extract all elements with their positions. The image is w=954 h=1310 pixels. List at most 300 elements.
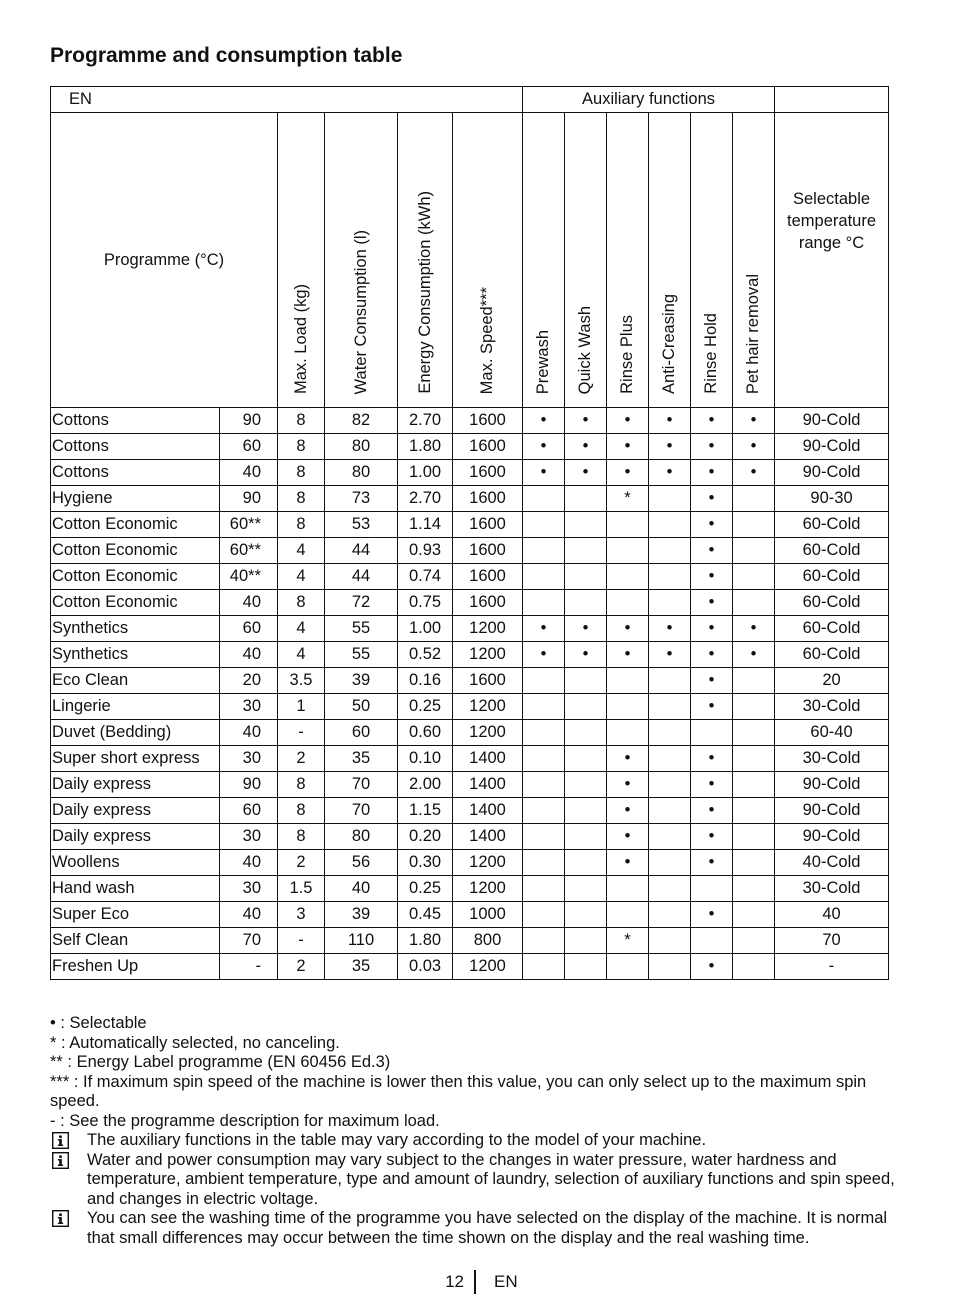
aux-quick-wash-header [565, 113, 607, 408]
aux-function-cell [607, 876, 649, 902]
water-value: 80 [325, 460, 398, 486]
energy-value: 0.93 [398, 538, 453, 564]
programme-name: Daily express [51, 798, 220, 824]
speed-value: 1600 [453, 668, 523, 694]
energy-label: Energy Consumption (kWh) [415, 191, 434, 394]
water-value: 40 [325, 876, 398, 902]
aux-function-cell: • [691, 616, 733, 642]
programme-table [50, 86, 889, 980]
temperature-range-label: Selectable temperature range °C [787, 190, 877, 252]
energy-value: 1.80 [398, 434, 453, 460]
aux-function-cell [733, 876, 775, 902]
aux-function-cell [565, 564, 607, 590]
aux-function-cell [607, 954, 649, 980]
footer-language: EN [494, 1272, 518, 1291]
programme-name: Eco Clean [51, 668, 220, 694]
programme-temperature: 70 [220, 928, 278, 954]
aux-function-cell: • [691, 590, 733, 616]
max-load-value: 4 [278, 616, 325, 642]
aux-function-cell: • [691, 850, 733, 876]
aux-function-cell [607, 564, 649, 590]
aux-anti-creasing-header [649, 113, 691, 408]
energy-value: 1.14 [398, 512, 453, 538]
water-label: Water Consumption (l) [351, 229, 370, 394]
temperature-range-value: 20 [775, 668, 889, 694]
aux-function-cell: • [691, 538, 733, 564]
aux-function-cell: • [523, 642, 565, 668]
energy-value: 0.45 [398, 902, 453, 928]
programme-temperature: - [220, 954, 278, 980]
max-load-value: 2 [278, 746, 325, 772]
programme-name: Daily express [51, 772, 220, 798]
info-icon [52, 1210, 69, 1227]
aux-function-cell: * [607, 486, 649, 512]
max-load-label: Max. Load (kg) [291, 283, 310, 394]
speed-label: Max. Speed*** [478, 286, 497, 394]
aux-function-cell [649, 538, 691, 564]
aux-function-cell: • [691, 486, 733, 512]
energy-value: 0.25 [398, 694, 453, 720]
temperature-range-value: 70 [775, 928, 889, 954]
programme-name: Cottons [51, 408, 220, 434]
water-value: 80 [325, 434, 398, 460]
temperature-range-value: 40 [775, 902, 889, 928]
auxiliary-functions-header: Auxiliary functions [523, 87, 775, 113]
table-row [51, 954, 889, 980]
legend-dash: - : See the programme description for maximum load. [50, 1111, 440, 1130]
temperature-range-value: 90-Cold [775, 460, 889, 486]
max-load-value: 4 [278, 564, 325, 590]
programme-name: Hygiene [51, 486, 220, 512]
aux-function-cell [733, 928, 775, 954]
aux-function-cell [565, 954, 607, 980]
table-row [51, 642, 889, 668]
aux-function-cell [607, 512, 649, 538]
aux-function-cell [733, 564, 775, 590]
speed-value: 1600 [453, 512, 523, 538]
page-number: 12 [445, 1272, 464, 1291]
table-row [51, 720, 889, 746]
aux-function-cell [523, 746, 565, 772]
water-value: 70 [325, 772, 398, 798]
max-load-value: 4 [278, 642, 325, 668]
aux-function-cell [733, 746, 775, 772]
speed-value: 1200 [453, 876, 523, 902]
programme-temperature: 90 [220, 408, 278, 434]
programme-temperature: 40 [220, 902, 278, 928]
aux-function-cell [649, 564, 691, 590]
programme-temperature: 90 [220, 772, 278, 798]
temperature-range-value: 90-Cold [775, 434, 889, 460]
aux-function-cell: • [691, 434, 733, 460]
aux-function-cell: • [691, 954, 733, 980]
aux-function-cell [523, 850, 565, 876]
aux-function-cell [733, 486, 775, 512]
aux-function-cell [691, 928, 733, 954]
speed-value: 1600 [453, 564, 523, 590]
aux-function-cell: • [565, 408, 607, 434]
aux-function-cell [733, 902, 775, 928]
max-load-header [278, 113, 325, 408]
aux-rinse-hold-header [691, 113, 733, 408]
max-load-value: 2 [278, 954, 325, 980]
table-row [51, 746, 889, 772]
table-row [51, 590, 889, 616]
aux-function-cell [607, 902, 649, 928]
aux-function-cell: • [607, 772, 649, 798]
aux-function-cell [523, 720, 565, 746]
aux-function-cell: • [691, 642, 733, 668]
max-load-value: 8 [278, 824, 325, 850]
energy-header [398, 113, 453, 408]
aux-function-cell [565, 720, 607, 746]
temperature-range-value: 60-Cold [775, 564, 889, 590]
table-row [51, 616, 889, 642]
programme-name: Synthetics [51, 642, 220, 668]
aux-rinse-hold-label: Rinse Hold [702, 313, 721, 394]
temperature-range-value: 90-Cold [775, 408, 889, 434]
max-load-value: 8 [278, 486, 325, 512]
aux-function-cell [733, 590, 775, 616]
aux-function-cell [649, 902, 691, 928]
aux-function-cell [607, 668, 649, 694]
speed-value: 1200 [453, 642, 523, 668]
aux-function-cell: • [523, 434, 565, 460]
aux-function-cell [607, 694, 649, 720]
aux-function-cell: • [607, 746, 649, 772]
aux-function-cell [565, 928, 607, 954]
programme-temperature: 40 [220, 642, 278, 668]
aux-function-cell: • [691, 512, 733, 538]
water-value: 44 [325, 538, 398, 564]
max-load-value: 4 [278, 538, 325, 564]
aux-function-cell [649, 668, 691, 694]
aux-function-cell [565, 486, 607, 512]
aux-function-cell: • [565, 434, 607, 460]
legend-selectable: • : Selectable [50, 1014, 147, 1032]
aux-function-cell: • [691, 798, 733, 824]
page-title: Programme and consumption table [50, 44, 403, 67]
programme-temperature: 40** [220, 564, 278, 590]
temperature-range-value: 60-40 [775, 720, 889, 746]
energy-value: 0.60 [398, 720, 453, 746]
aux-function-cell [733, 668, 775, 694]
aux-function-cell: • [691, 694, 733, 720]
programme-temperature: 40 [220, 590, 278, 616]
table-row [51, 694, 889, 720]
aux-function-cell [649, 512, 691, 538]
energy-value: 0.30 [398, 850, 453, 876]
aux-prewash-label: Prewash [534, 329, 553, 394]
water-value: 110 [325, 928, 398, 954]
energy-value: 0.52 [398, 642, 453, 668]
water-value: 44 [325, 564, 398, 590]
table-row [51, 512, 889, 538]
programme-name: Duvet (Bedding) [51, 720, 220, 746]
table-column-header-row [51, 113, 889, 408]
aux-function-cell [523, 876, 565, 902]
aux-function-cell: • [607, 434, 649, 460]
programme-temperature: 60 [220, 434, 278, 460]
programme-temperature: 30 [220, 694, 278, 720]
energy-value: 0.75 [398, 590, 453, 616]
max-load-value: 8 [278, 460, 325, 486]
note-consumption [50, 1151, 910, 1210]
speed-value: 1400 [453, 772, 523, 798]
table-row [51, 772, 889, 798]
programme-temperature: 40 [220, 850, 278, 876]
aux-function-cell [649, 954, 691, 980]
aux-function-cell: • [607, 460, 649, 486]
programme-name: Cotton Economic [51, 512, 220, 538]
max-load-value: 2 [278, 850, 325, 876]
temperature-range-value: 40-Cold [775, 850, 889, 876]
footer-divider [474, 1270, 476, 1294]
aux-function-cell: • [649, 616, 691, 642]
aux-function-cell [565, 590, 607, 616]
temperature-range-value: 30-Cold [775, 876, 889, 902]
aux-function-cell: • [607, 824, 649, 850]
aux-function-cell [649, 746, 691, 772]
programme-name: Lingerie [51, 694, 220, 720]
speed-value: 1400 [453, 746, 523, 772]
programme-name: Freshen Up [51, 954, 220, 980]
water-value: 60 [325, 720, 398, 746]
speed-value: 1600 [453, 434, 523, 460]
aux-function-cell [523, 954, 565, 980]
aux-function-cell [649, 486, 691, 512]
water-value: 55 [325, 616, 398, 642]
info-icon [52, 1152, 69, 1169]
max-load-value: - [278, 720, 325, 746]
aux-function-cell: • [607, 850, 649, 876]
programme-temperature: 60** [220, 538, 278, 564]
water-value: 39 [325, 668, 398, 694]
aux-function-cell [523, 668, 565, 694]
aux-function-cell: • [691, 772, 733, 798]
energy-value: 2.70 [398, 408, 453, 434]
aux-function-cell: • [733, 642, 775, 668]
water-value: 53 [325, 512, 398, 538]
aux-function-cell [649, 798, 691, 824]
aux-function-cell: • [691, 902, 733, 928]
speed-value: 1200 [453, 850, 523, 876]
aux-function-cell [523, 772, 565, 798]
legend-auto: * : Automatically selected, no canceling. [50, 1033, 340, 1052]
table-row [51, 876, 889, 902]
aux-quick-wash-label: Quick Wash [576, 305, 595, 394]
aux-function-cell: • [691, 564, 733, 590]
aux-function-cell: • [649, 460, 691, 486]
programme-name: Cottons [51, 460, 220, 486]
aux-function-cell: • [691, 460, 733, 486]
temperature-range-value: 90-Cold [775, 824, 889, 850]
table-row [51, 850, 889, 876]
aux-function-cell [733, 720, 775, 746]
aux-rinse-plus-label: Rinse Plus [618, 315, 637, 394]
aux-function-cell [649, 720, 691, 746]
aux-function-cell: • [733, 460, 775, 486]
speed-value: 1600 [453, 460, 523, 486]
max-load-value: 3 [278, 902, 325, 928]
energy-value: 2.00 [398, 772, 453, 798]
max-load-value: 8 [278, 772, 325, 798]
aux-function-cell [691, 720, 733, 746]
programme-name: Synthetics [51, 616, 220, 642]
aux-function-cell [523, 564, 565, 590]
water-value: 80 [325, 824, 398, 850]
temperature-range-value: 30-Cold [775, 694, 889, 720]
aux-function-cell [523, 538, 565, 564]
aux-function-cell: * [607, 928, 649, 954]
aux-function-cell [565, 772, 607, 798]
energy-value: 0.10 [398, 746, 453, 772]
speed-header [453, 113, 523, 408]
info-icon [52, 1132, 69, 1149]
aux-pet-hair-label: Pet hair removal [744, 273, 763, 394]
aux-pet-hair-header [733, 113, 775, 408]
programme-header-label: Programme (°C) [103, 250, 225, 269]
note-text: The auxiliary functions in the table may vary according to the model of your machine. [87, 1131, 707, 1149]
aux-function-cell: • [733, 434, 775, 460]
note-aux-functions [50, 1131, 910, 1151]
aux-function-cell: • [649, 408, 691, 434]
energy-value: 1.80 [398, 928, 453, 954]
aux-function-cell: • [691, 408, 733, 434]
aux-function-cell: • [649, 642, 691, 668]
note-text: Water and power consumption may vary subject to the changes in water pressure, water hardness and temperature, ambient temperature, type and amount of laundry, selection of auxiliary functions and spin speed, and changes in electric voltage. [87, 1150, 895, 1208]
programme-name: Cotton Economic [51, 538, 220, 564]
energy-value: 1.00 [398, 616, 453, 642]
aux-function-cell [565, 902, 607, 928]
aux-function-cell [523, 798, 565, 824]
aux-function-cell: • [691, 824, 733, 850]
aux-function-cell [523, 902, 565, 928]
programme-temperature: 40 [220, 460, 278, 486]
aux-function-cell [649, 928, 691, 954]
energy-value: 0.20 [398, 824, 453, 850]
aux-function-cell [565, 512, 607, 538]
aux-function-cell [649, 876, 691, 902]
temperature-range-value: 30-Cold [775, 746, 889, 772]
aux-function-cell: • [691, 668, 733, 694]
max-load-value: 1.5 [278, 876, 325, 902]
table-row [51, 928, 889, 954]
aux-function-cell: • [691, 746, 733, 772]
programme-name: Daily express [51, 824, 220, 850]
energy-value: 1.00 [398, 460, 453, 486]
water-value: 35 [325, 954, 398, 980]
aux-function-cell: • [607, 616, 649, 642]
table-row [51, 798, 889, 824]
aux-function-cell [523, 590, 565, 616]
temperature-range-value: 60-Cold [775, 642, 889, 668]
aux-function-cell: • [523, 408, 565, 434]
speed-value: 1400 [453, 798, 523, 824]
temperature-range-value: 60-Cold [775, 616, 889, 642]
speed-value: 1600 [453, 590, 523, 616]
water-value: 35 [325, 746, 398, 772]
table-row [51, 408, 889, 434]
temperature-range-value: 60-Cold [775, 538, 889, 564]
aux-rinse-plus-header [607, 113, 649, 408]
aux-function-cell: • [733, 408, 775, 434]
table-row [51, 902, 889, 928]
programme-temperature: 30 [220, 876, 278, 902]
aux-function-cell [565, 694, 607, 720]
programme-name: Super short express [51, 746, 220, 772]
energy-value: 2.70 [398, 486, 453, 512]
aux-function-cell [733, 954, 775, 980]
speed-value: 1000 [453, 902, 523, 928]
aux-function-cell: • [649, 434, 691, 460]
speed-value: 1200 [453, 694, 523, 720]
aux-function-cell: • [523, 460, 565, 486]
legend [50, 1014, 910, 1248]
temperature-range-value: - [775, 954, 889, 980]
aux-function-cell [733, 538, 775, 564]
programme-temperature: 40 [220, 720, 278, 746]
aux-function-cell [523, 928, 565, 954]
energy-value: 0.03 [398, 954, 453, 980]
aux-function-cell [565, 876, 607, 902]
aux-function-cell: • [565, 460, 607, 486]
speed-value: 1200 [453, 954, 523, 980]
programme-temperature: 60 [220, 616, 278, 642]
note-washing-time [50, 1209, 910, 1248]
max-load-value: 3.5 [278, 668, 325, 694]
table-row [51, 460, 889, 486]
legend-energy-label: ** : Energy Label programme (EN 60456 Ed.3) [50, 1053, 391, 1071]
temperature-range-header [775, 113, 889, 408]
energy-value: 0.25 [398, 876, 453, 902]
max-load-value: 8 [278, 798, 325, 824]
water-value: 50 [325, 694, 398, 720]
speed-value: 1200 [453, 616, 523, 642]
programme-temperature: 30 [220, 824, 278, 850]
max-load-value: 1 [278, 694, 325, 720]
speed-value: 1200 [453, 720, 523, 746]
water-value: 82 [325, 408, 398, 434]
table-row [51, 486, 889, 512]
water-value: 56 [325, 850, 398, 876]
table-row [51, 824, 889, 850]
aux-function-cell: • [565, 616, 607, 642]
max-load-value: 8 [278, 512, 325, 538]
speed-value: 1600 [453, 538, 523, 564]
energy-value: 0.16 [398, 668, 453, 694]
aux-function-cell [733, 798, 775, 824]
legend-spin: *** : If maximum spin speed of the machine is lower then this value, you can only select up to the maximum spin speed. [50, 1072, 867, 1110]
water-value: 39 [325, 902, 398, 928]
programme-temperature: 60** [220, 512, 278, 538]
water-header [325, 113, 398, 408]
temperature-range-value: 60-Cold [775, 590, 889, 616]
note-text: You can see the washing time of the programme you have selected on the display of the machine. It is normal that small differences may occur between the time shown on the display and the real washing time. [87, 1209, 888, 1247]
temperature-range-value: 90-Cold [775, 798, 889, 824]
aux-function-cell [523, 486, 565, 512]
aux-function-cell [607, 720, 649, 746]
table-top-header-row [51, 87, 889, 113]
aux-function-cell [565, 824, 607, 850]
water-value: 72 [325, 590, 398, 616]
aux-function-cell [523, 824, 565, 850]
aux-function-cell [565, 746, 607, 772]
speed-value: 800 [453, 928, 523, 954]
aux-function-cell [523, 512, 565, 538]
speed-value: 1600 [453, 408, 523, 434]
temperature-range-value: 90-Cold [775, 772, 889, 798]
